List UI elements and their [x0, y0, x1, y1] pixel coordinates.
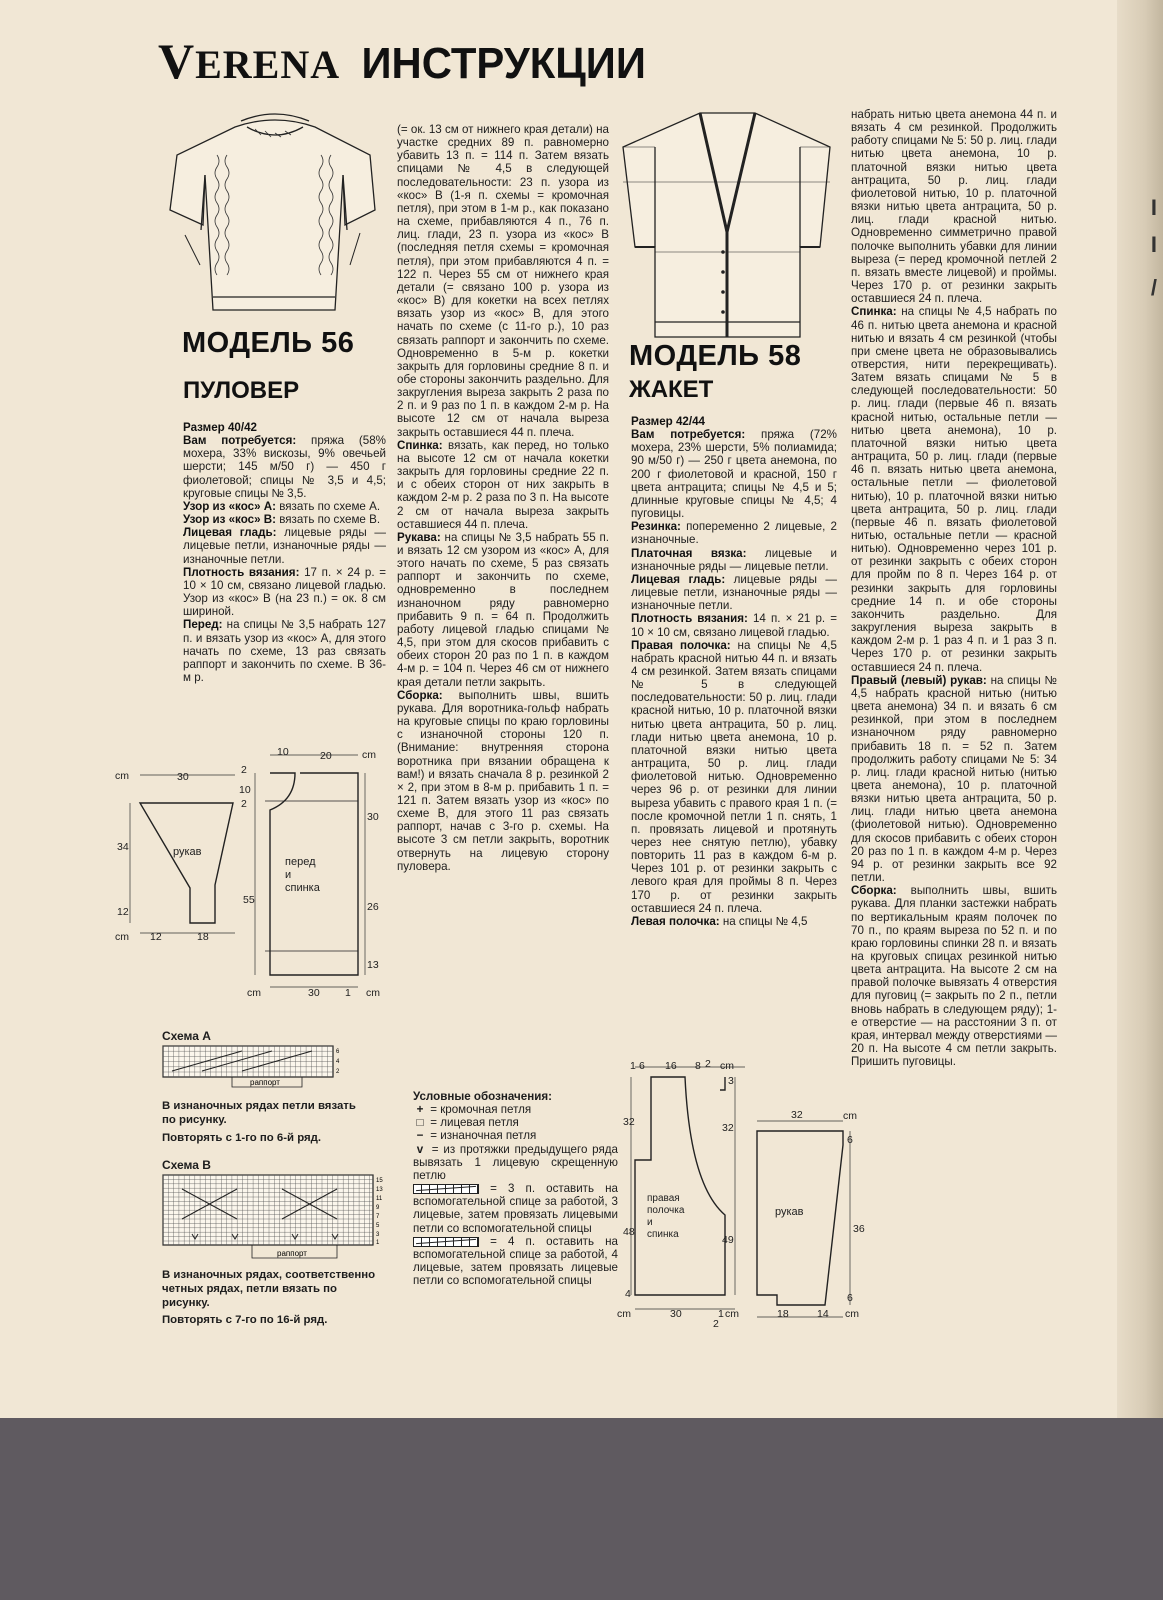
scheme-b-repeat: Повторять с 7-го по 16-й ряд.: [162, 1314, 328, 1326]
scheme-a-chart: [162, 1045, 352, 1090]
svg-text:6: 6: [336, 1049, 340, 1055]
svg-text:13: 13: [367, 959, 379, 971]
svg-text:11: 11: [376, 1196, 383, 1202]
svg-text:34: 34: [117, 841, 129, 853]
scheme-a-repeat: Повторять с 1-го по 6-й ряд.: [162, 1132, 322, 1144]
svg-text:2: 2: [336, 1069, 340, 1075]
model-56-title: МОДЕЛЬ 56: [182, 327, 355, 359]
paragraph: Платочная вязка: лицевые и изнаночные ряды — лицевые петли.: [631, 546, 838, 573]
page-title: ИНСТРУКЦИИ: [361, 39, 647, 88]
svg-text:cm: cm: [247, 987, 261, 999]
svg-text:раппорт: раппорт: [277, 1249, 307, 1258]
svg-text:cm: cm: [845, 1308, 859, 1320]
paragraph: Плотность вязания: 17 п. × 24 р. = 10 × 10 см, связано лицевой гладью. Узор из «кос» В (на 23 п.) = ок. 8 см шириной.: [183, 565, 386, 619]
jacket-sketch: [615, 107, 840, 342]
pullover-sketch: [165, 115, 385, 320]
svg-text:полочка: полочка: [647, 1205, 685, 1216]
paragraph: Узор из «кос» А: вязать по схеме А.: [183, 499, 381, 513]
svg-text:13: 13: [376, 1187, 383, 1193]
brand-logo: VERENA: [158, 33, 341, 89]
background-table: [0, 1418, 1163, 1600]
paragraph: Спинка: на спицы № 4,5 набрать по 46 п. нитью цвета анемона и красной нитью и вязать 4 см резинкой (чтобы при смене цвета не образовывались отверстия, нити перекрещивать). Затем вязать спицами № 5 в следующей последовательности: 50 р. лиц. глади (первые 46 п. вязать красной нитью, остальные петли — нитью цвета анемона), 10 р. платочной вязки нитью цвета антрацита, 50 р. лиц. глади (первые 46 п. вязать нитью цвета анемона, остальные петли — фиолетовой нитью), 10 р. платочной вязки нитью цвета антрацита, 50 р. лиц. глади (первые 46 п. вязать фиолетовой нитью, остальные петли — красной нитью). Одновременно через 101 р. от резинки закрыть с обеих сторон для пройм по 8 п. Через 164 р. от резинки закрыть для горловины средние 14 п. и обе стороны закончить раздельно. Для закругления выреза закрыть в каждом 2-м р. 1 раз 4 п. и 1 раз 3 п. Через 170 р. от резинки закрыть оставшиеся 24 п. плеча.: [851, 305, 1057, 674]
svg-text:спинка: спинка: [285, 882, 320, 894]
svg-text:6: 6: [847, 1292, 853, 1304]
svg-text:18: 18: [197, 931, 209, 943]
scheme-a-note: В изнаночных рядах петли вязать по рисунку.: [162, 1100, 356, 1126]
model-58-text-col4: [851, 108, 1057, 1068]
model-56-text-col2: [397, 123, 609, 873]
svg-text:cm: cm: [617, 1308, 631, 1320]
legend-symbol: −: [416, 1129, 424, 1143]
svg-text:2: 2: [705, 1058, 711, 1070]
svg-text:2: 2: [241, 798, 247, 810]
masthead: [158, 32, 653, 90]
svg-text:26: 26: [367, 901, 379, 913]
svg-text:55: 55: [243, 894, 255, 906]
svg-text:32: 32: [722, 1122, 734, 1134]
paragraph: Перед: на спицы № 3,5 набрать 127 п. и вязать узор из «кос» А, для этого начать по схеме, 13 раз связать раппорт и закончить по схеме. В 36-м р.: [183, 618, 386, 684]
paragraph: Плотность вязания: 14 п. × 21 р. = 10 × 10 см, связано лицевой гладью.: [631, 612, 837, 639]
paragraph: Размер 40/42: [183, 421, 257, 434]
svg-text:10: 10: [277, 746, 289, 758]
paragraph: Сборка: выполнить швы, вшить рукава. Для воротника-гольф набрать на круговые спицы по краю горловины с изнаночной стороны 120 п. (Внимание: внутренняя сторона воротника при вязании обращена к вам!) и вязать сначала 8 р. резинкой 2 × 2, при этом в 8-м р. прибавить 1 п. = 121 п. Затем вязать узор из «кос» по схеме В, для этого 11 раз связать раппорт, начав с 3-го р. схемы. На высоте 3 см петли закрыть, воротник отвернуть на лицевую сторону пуловера.: [397, 688, 609, 873]
svg-text:1: 1: [376, 1240, 380, 1246]
svg-text:30: 30: [367, 811, 379, 823]
legend-title: Условные обозначения:: [413, 1090, 552, 1103]
pullover-pattern-diagram: [115, 746, 390, 1020]
svg-text:cm: cm: [115, 931, 129, 943]
scheme-b-chart: [162, 1174, 392, 1262]
svg-text:4: 4: [625, 1288, 631, 1300]
model-58-text-col3: [631, 415, 837, 928]
svg-text:раппорт: раппорт: [250, 1078, 280, 1087]
legend-item: = 3 п. оставить на вспомогательной спице за работой, 3 лицевые, затем провязать лицевыми петли со вспомогательной спицы: [413, 1182, 618, 1235]
svg-text:6: 6: [639, 1060, 645, 1072]
model-56-garment: ПУЛОВЕР: [183, 377, 300, 404]
paragraph: Лицевая гладь: лицевые ряды — лицевые петли, изнаночные ряды — изнаночные петли.: [631, 572, 837, 613]
svg-text:30: 30: [308, 987, 320, 999]
svg-text:30: 30: [670, 1308, 682, 1320]
paragraph: Рукава: на спицы № 3,5 набрать 55 п. и вязать 12 см узором из «кос» А, для этого начать по схеме, 5 раз связать раппорт и закончить по схеме, одновременно в последнем изнаночном ряду равномерно прибавить 9 п. = 64 п. Продолжить работу лицевой гладью спицами № 4,5, при этом для скосов прибавить с обеих сторон 20 раз по 1 п. в каждом 4-м р. = 104 п. Через 46 см от нижнего края детали петли закрыть.: [397, 530, 609, 689]
svg-text:2: 2: [241, 764, 247, 776]
svg-text:правая: правая: [647, 1193, 680, 1204]
model-58-garment: ЖАКЕТ: [629, 376, 714, 403]
dim: 30: [177, 771, 189, 783]
paragraph: Правая полочка: на спицы № 4,5 набрать красной нитью 44 п. и вязать 4 см резинкой. Затем вязать спицами № 5 в следующей последовательности: 50 р. лиц. глади красной нитью, 10 р. платочной вязки нитью цвета антрацита, 50 р. лиц. глади нитью цвета анемона, 10 р. платочной вязки нитью цвета антрацита, 50 р. лиц. глади фиолетовой нитью. Одновременно через 96 р. от резинки для линии выреза убавить с правого края 1 п. (= после кромочной петли 1 п. снять, 1 п. провязать лицевой и протянуть через нее снятую петлю), убавку повторить 11 раз в каждом 6-м р. Через 101 р. от резинки закрыть с левого края для проймы 8 п. Через 170 р. от резинки закрыть оставшиеся 24 п. плеча.: [631, 638, 837, 915]
svg-text:15: 15: [376, 1178, 383, 1184]
legend-item: − = изнаночная петля: [413, 1129, 618, 1142]
paragraph: Вам потребуется: пряжа (72% мохера, 23% шерсти, 5% полиамида; 90 м/50 г) — 250 г цвета анемона, по 200 г фиолетовой и красной, 150 г цвета антрацита; спицы № 4,5 и 5; длинные круговые спицы № 4,5; 4 пуговицы.: [631, 428, 837, 521]
svg-text:18: 18: [777, 1308, 789, 1320]
model-58-title: МОДЕЛЬ 58: [629, 340, 802, 372]
svg-text:14: 14: [817, 1308, 829, 1320]
svg-text:2: 2: [713, 1318, 719, 1330]
svg-text:8: 8: [695, 1060, 701, 1072]
svg-text:3: 3: [728, 1075, 734, 1087]
symbols-legend: [413, 1090, 618, 1287]
paragraph: Узор из «кос» В: вязать по схеме В.: [183, 513, 381, 527]
svg-text:cm: cm: [720, 1060, 734, 1072]
paragraph: Спинка: вязать, как перед, но только на высоте 12 см от начала кокетки закрыть для горловины средние 22 п. и с обеих сторон от них закрыть в каждом 2-м р. 2 раза по 3 п. На высоте 2 см от начала выреза закрыть оставшиеся 44 п. плеча.: [397, 438, 609, 531]
scheme-b-note: В изнаночных рядах, соответственно четных рядах, петли вязать по рисунку.: [162, 1269, 376, 1309]
svg-text:cm: cm: [366, 987, 380, 999]
svg-text:32: 32: [623, 1116, 635, 1128]
legend-item: □ = лицевая петля: [413, 1116, 618, 1129]
svg-text:10: 10: [239, 784, 251, 796]
model-56-text-col1: [183, 421, 386, 684]
legend-symbol: [413, 1237, 479, 1247]
svg-text:cm: cm: [725, 1308, 739, 1320]
svg-text:спинка: спинка: [647, 1229, 679, 1240]
jacket-pattern-diagram: [617, 1058, 870, 1330]
paragraph: Вам потребуется: пряжа (58% мохера, 33% вискозы, 9% овечьей шерсти; 145 м/50 г) — 450 г фиолетовой; спицы № 3,5 и 4,5; круговые спицы № 3,5.: [183, 434, 386, 500]
svg-text:1: 1: [630, 1060, 636, 1072]
svg-text:6: 6: [847, 1134, 853, 1146]
legend-symbol: +: [416, 1103, 424, 1117]
svg-text:7: 7: [376, 1214, 380, 1220]
scheme-a-title: Схема А: [162, 1029, 211, 1043]
svg-text:20: 20: [320, 750, 332, 762]
legend-symbol: □: [416, 1116, 424, 1130]
legend-item: v = из протяжки предыдущего ряда вывязать 1 лицевую скрещенную петлю: [413, 1142, 618, 1182]
scheme-b-title: Схема В: [162, 1158, 211, 1172]
svg-text:36: 36: [853, 1223, 865, 1235]
paragraph: набрать нитью цвета анемона 44 п. и вязать 4 см резинкой. Продолжить работу спицами № 5: 50 р. лиц. глади нитью цвета анемона, 10 р. платочной вязки нитью цвета антрацита, 50 р. лиц. глади фиолетовой нитью, 10 р. платочной вязки нитью цвета антрацита, 50 р. лиц. глади красной нитью. Одновременно симметрично правой полочке выполнить убавки для линии выреза (= перед кромочной петлей 2 п. вязать вместе лицевой) и проймы. Через 170 р. от резинки закрыть оставшиеся 24 п. плеча.: [851, 108, 1057, 306]
paragraph: Лицевая гладь: лицевые ряды — лицевые петли, изнаночные ряды — изнаночные петли.: [183, 526, 386, 566]
legend-item: = 4 п. оставить на вспомогательной спице за работой, 4 лицевые, затем провязать лицевые петли со вспомогательной спицы: [413, 1234, 618, 1288]
svg-text:12: 12: [117, 906, 129, 918]
legend-item: + = кромочная петля: [413, 1103, 618, 1116]
paragraph: Размер 42/44: [631, 415, 705, 428]
svg-text:cm: cm: [115, 770, 129, 782]
paragraph: Резинка: попеременно 2 лицевые, 2 изнаночные.: [631, 520, 837, 547]
svg-text:48: 48: [623, 1226, 635, 1238]
svg-text:и: и: [647, 1217, 653, 1228]
svg-text:49: 49: [722, 1234, 734, 1246]
svg-text:4: 4: [336, 1059, 340, 1065]
svg-text:и: и: [285, 869, 292, 881]
svg-text:перед: перед: [285, 856, 316, 868]
svg-text:9: 9: [376, 1205, 380, 1211]
svg-text:5: 5: [376, 1223, 380, 1229]
svg-text:1: 1: [345, 987, 351, 999]
sleeve-label: рукав: [173, 846, 202, 858]
jacket-sleeve-label: рукав: [775, 1206, 804, 1218]
page-binding-edge: I I /: [1117, 0, 1163, 1418]
svg-text:32: 32: [791, 1109, 803, 1121]
svg-text:3: 3: [376, 1232, 380, 1238]
paragraph: Сборка: выполнить швы, вшить рукава. Для планки застежки набрать по вертикальным краям полочек по 70 п., по краям выреза по 52 п. и по краю горловины спинки 28 п. и вязать на круговых спицах резинкой нитью цвета антрацита. На высоте 2 см на правой полочке вывязать 4 отверстия для пуговиц (= закрыть по 2 п., петли вновь набрать в следующем ряду); 1-е отверстие — на расстоянии 3 п. от края, интервал между отверстиями — 20 п. На высоте 4 см петли закрыть. Пришить пуговицы.: [851, 884, 1057, 1069]
svg-text:12: 12: [150, 931, 162, 943]
svg-text:cm: cm: [843, 1110, 857, 1122]
legend-symbol: v: [416, 1142, 424, 1156]
svg-text:16: 16: [665, 1060, 677, 1072]
svg-text:1: 1: [718, 1308, 724, 1320]
paragraph: Левая полочка: на спицы № 4,5: [631, 914, 808, 928]
paragraph: (= ок. 13 см от нижнего края детали) на участке средних 89 п. равномерно убавить 13 п. = 114 п. Затем вязать спицами № 4,5 в следующей последовательности: 23 п. узора из «кос» В (1-я п. схемы = кромочная петля), при этом в 1-м р., как показано на схеме, прибавляются 4 п., 76 п. лиц. глади, 23 п. узора из «кос» В (последняя петля схемы = кромочная петля), при этом прибавляются 4 п. = 122 п. Через 55 см от нижнего края детали (= связано 100 р. узора из «кос» В) для кокетки на всех петлях вязать узор из «кос» В, для этого начать по схеме (с 11-го р.), 10 раз связать раппорт и закончить по схеме. Одновременно в 5-м р. кокетки закрыть для горловины средние 8 п. и обе стороны закончить раздельно. Для закругления выреза закрыть 2 раза по 2 п. и 9 раз по 1 п. в каждом 2-м р. На высоте 12 см от начала выреза закрыть оставшиеся 44 п. плеча.: [397, 123, 609, 439]
legend-symbol: [413, 1184, 479, 1194]
paragraph: Правый (левый) рукав: на спицы № 4,5 набрать красной нитью (нитью цвета анемона) 34 п. и вязать 6 см резинкой, при этом в последнем изнаночном ряду равномерно прибавить 18 п. = 52 п. Затем продолжить работу спицами № 5: 34 р. лиц. глади красной нитью (нитью цвета анемона), 10 р. платочной вязки нитью цвета антрацита, 50 р. лиц. глади нитью цвета анемона (фиолетовой нитью). Одновременно для скосов прибавить с обеих сторон 20 раз по 1 п. в каждом 4-м р. Через 94 р. от резинки закрыть все 92 петли.: [851, 673, 1057, 885]
svg-text:cm: cm: [362, 749, 376, 761]
